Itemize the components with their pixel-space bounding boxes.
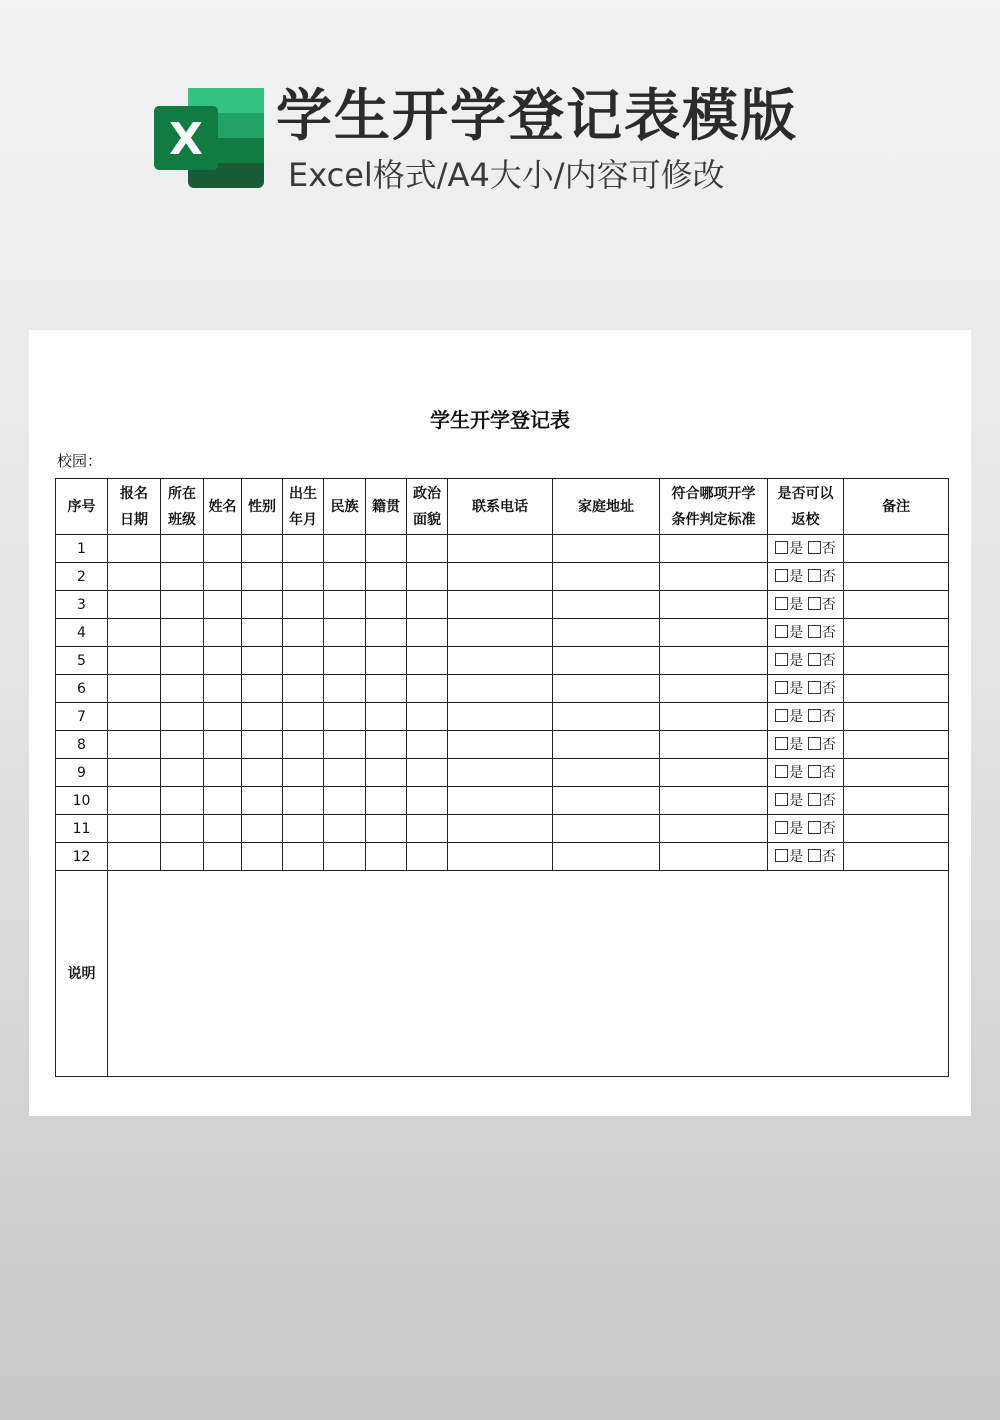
empty-cell[interactable] [448,563,553,591]
table-row [56,703,949,731]
empty-cell[interactable] [660,647,768,675]
empty-cell[interactable] [448,787,553,815]
empty-cell[interactable] [407,675,448,703]
empty-cell[interactable] [553,759,660,787]
yes-checkbox[interactable] [775,569,788,582]
empty-cell[interactable] [108,843,161,871]
yes-label: 是 [789,596,804,613]
no-checkbox[interactable] [808,597,821,610]
table-row [56,563,949,591]
header-line-1: 籍贯 [372,498,400,515]
no-checkbox[interactable] [808,709,821,722]
header-line-2: 日期 [120,511,148,528]
empty-cell[interactable] [108,815,161,843]
yes-label: 是 [789,540,804,557]
table-row [56,787,949,815]
empty-cell[interactable] [108,535,161,563]
yes-checkbox[interactable] [775,625,788,638]
empty-cell[interactable] [161,815,204,843]
yes-checkbox[interactable] [775,849,788,862]
table-header-row [56,479,949,535]
empty-cell[interactable] [242,703,283,731]
empty-cell[interactable] [366,619,407,647]
row-number: 4 [56,619,108,647]
empty-cell[interactable] [204,759,242,787]
header-line-1: 序号 [67,498,96,515]
empty-cell[interactable] [324,787,366,815]
table-row [56,535,949,563]
empty-cell[interactable] [108,703,161,731]
no-checkbox[interactable] [808,681,821,694]
empty-cell[interactable] [204,563,242,591]
no-checkbox[interactable] [808,625,821,638]
empty-cell[interactable] [660,563,768,591]
header-cell [407,479,448,535]
empty-cell[interactable] [204,843,242,871]
empty-cell[interactable] [108,787,161,815]
empty-cell[interactable] [242,647,283,675]
header-line-1: 性别 [248,498,276,515]
table-row [56,815,949,843]
empty-cell[interactable] [283,619,324,647]
empty-cell[interactable] [448,759,553,787]
return-choice-cell [768,703,844,731]
row-number: 12 [56,843,108,871]
empty-cell[interactable] [660,815,768,843]
empty-cell[interactable] [324,591,366,619]
empty-cell[interactable] [660,591,768,619]
empty-cell[interactable] [161,535,204,563]
empty-cell[interactable] [242,619,283,647]
table-row [56,591,949,619]
empty-cell[interactable] [553,675,660,703]
empty-cell[interactable] [407,563,448,591]
header-line-1: 联系电话 [472,498,528,515]
empty-cell[interactable] [366,535,407,563]
return-choice-cell [768,647,844,675]
header-line-1: 出生 [289,485,317,502]
empty-cell[interactable] [366,591,407,619]
yes-label: 是 [789,624,804,641]
empty-cell[interactable] [108,675,161,703]
empty-cell[interactable] [204,675,242,703]
empty-cell[interactable] [161,759,204,787]
no-label: 否 [821,624,836,641]
empty-cell[interactable] [660,731,768,759]
empty-cell[interactable] [660,619,768,647]
empty-cell[interactable] [553,787,660,815]
yes-label: 是 [789,568,804,585]
empty-cell[interactable] [407,787,448,815]
no-label: 否 [821,708,836,725]
header-cell [324,479,366,535]
return-choice-cell [768,563,844,591]
empty-cell[interactable] [242,787,283,815]
yes-label: 是 [789,708,804,725]
empty-cell[interactable] [204,703,242,731]
empty-cell[interactable] [407,843,448,871]
yes-checkbox[interactable] [775,737,788,750]
table-row [56,675,949,703]
return-choice-cell [768,759,844,787]
empty-cell[interactable] [108,759,161,787]
header-cell [660,479,768,535]
empty-cell[interactable] [324,815,366,843]
empty-cell[interactable] [204,619,242,647]
empty-cell[interactable] [844,731,949,759]
notes-row [56,871,949,1077]
yes-label: 是 [789,848,804,865]
empty-cell[interactable] [283,843,324,871]
header-line-1: 报名 [120,485,148,502]
empty-cell[interactable] [844,843,949,871]
empty-cell[interactable] [324,759,366,787]
empty-cell[interactable] [366,759,407,787]
header-cell [204,479,242,535]
empty-cell[interactable] [366,647,407,675]
yes-label: 是 [789,680,804,697]
row-number: 2 [56,563,108,591]
table-row [56,619,949,647]
return-choice-cell [768,619,844,647]
return-choice-cell [768,815,844,843]
no-checkbox[interactable] [808,737,821,750]
empty-cell[interactable] [204,647,242,675]
template-banner [0,0,1000,220]
header-line-1: 姓名 [208,498,237,515]
row-number: 10 [56,787,108,815]
banner-subtitle: Excel格式/A4大小/内容可修改 [288,156,725,194]
document-title: 学生开学登记表 [430,408,570,432]
empty-cell[interactable] [553,535,660,563]
header-cell [768,479,844,535]
empty-cell[interactable] [283,787,324,815]
table-row [56,731,949,759]
header-cell [108,479,161,535]
empty-cell[interactable] [448,535,553,563]
empty-cell[interactable] [407,703,448,731]
empty-cell[interactable] [324,843,366,871]
empty-cell[interactable] [161,843,204,871]
empty-cell[interactable] [366,815,407,843]
empty-cell[interactable] [553,591,660,619]
row-number: 5 [56,647,108,675]
empty-cell[interactable] [161,731,204,759]
header-cell [366,479,407,535]
empty-cell[interactable] [407,591,448,619]
header-line-1: 政治 [413,485,441,502]
no-label: 否 [821,848,836,865]
empty-cell[interactable] [844,787,949,815]
row-number: 11 [56,815,108,843]
empty-cell[interactable] [204,787,242,815]
yes-label: 是 [789,764,804,781]
empty-cell[interactable] [204,535,242,563]
document-page [29,330,971,1116]
empty-cell[interactable] [366,675,407,703]
yes-checkbox[interactable] [775,597,788,610]
header-cell [448,479,553,535]
empty-cell[interactable] [844,591,949,619]
yes-checkbox[interactable] [775,681,788,694]
no-label: 否 [821,568,836,585]
empty-cell[interactable] [366,843,407,871]
banner-title: 学生开学登记表模版 [276,84,798,149]
empty-cell[interactable] [844,759,949,787]
empty-cell[interactable] [242,563,283,591]
campus-label: 校园： [57,452,103,470]
yes-label: 是 [789,820,804,837]
no-label: 否 [821,652,836,669]
header-cell [56,479,108,535]
row-number: 3 [56,591,108,619]
empty-cell[interactable] [553,731,660,759]
empty-cell[interactable] [283,563,324,591]
no-checkbox[interactable] [808,653,821,666]
no-label: 否 [821,596,836,613]
empty-cell[interactable] [660,535,768,563]
empty-cell[interactable] [407,647,448,675]
header-line-2: 年月 [289,511,317,528]
empty-cell[interactable] [660,703,768,731]
empty-cell[interactable] [161,703,204,731]
empty-cell[interactable] [161,787,204,815]
empty-cell[interactable] [407,731,448,759]
empty-cell[interactable] [283,675,324,703]
empty-cell[interactable] [448,591,553,619]
empty-cell[interactable] [108,647,161,675]
empty-cell[interactable] [108,591,161,619]
empty-cell[interactable] [660,787,768,815]
empty-cell[interactable] [283,731,324,759]
notes-content[interactable] [108,871,949,1077]
empty-cell[interactable] [448,619,553,647]
empty-cell[interactable] [204,731,242,759]
empty-cell[interactable] [553,619,660,647]
empty-cell[interactable] [844,619,949,647]
no-checkbox[interactable] [808,793,821,806]
excel-icon [154,88,264,188]
empty-cell[interactable] [844,563,949,591]
empty-cell[interactable] [448,703,553,731]
empty-cell[interactable] [108,619,161,647]
empty-cell[interactable] [242,731,283,759]
row-number: 9 [56,759,108,787]
empty-cell[interactable] [553,843,660,871]
empty-cell[interactable] [844,535,949,563]
return-choice-cell [768,675,844,703]
header-line-2: 返校 [791,511,820,528]
header-cell [553,479,660,535]
no-label: 否 [821,792,836,809]
empty-cell[interactable] [242,759,283,787]
empty-cell[interactable] [324,535,366,563]
table-row [56,647,949,675]
empty-cell[interactable] [844,647,949,675]
no-checkbox[interactable] [808,821,821,834]
header-cell [161,479,204,535]
no-checkbox[interactable] [808,569,821,582]
empty-cell[interactable] [553,703,660,731]
header-line-2: 班级 [168,511,196,528]
yes-label: 是 [789,792,804,809]
header-line-1: 是否可以 [777,485,834,502]
no-label: 否 [821,820,836,837]
empty-cell[interactable] [161,563,204,591]
empty-cell[interactable] [283,535,324,563]
empty-cell[interactable] [242,843,283,871]
registration-table [55,478,949,1077]
empty-cell[interactable] [283,815,324,843]
return-choice-cell [768,787,844,815]
empty-cell[interactable] [108,563,161,591]
return-choice-cell [768,535,844,563]
empty-cell[interactable] [283,591,324,619]
header-line-1: 所在 [168,485,196,502]
empty-cell[interactable] [448,675,553,703]
header-line-1: 备注 [882,498,910,515]
empty-cell[interactable] [161,591,204,619]
empty-cell[interactable] [366,703,407,731]
header-line-1: 符合哪项开学 [671,485,756,502]
empty-cell[interactable] [407,815,448,843]
empty-cell[interactable] [844,815,949,843]
row-number: 1 [56,535,108,563]
empty-cell[interactable] [844,675,949,703]
empty-cell[interactable] [324,619,366,647]
empty-cell[interactable] [448,843,553,871]
empty-cell[interactable] [366,563,407,591]
return-choice-cell [768,731,844,759]
empty-cell[interactable] [242,591,283,619]
yes-checkbox[interactable] [775,653,788,666]
no-label: 否 [821,680,836,697]
empty-cell[interactable] [283,647,324,675]
header-cell [283,479,324,535]
empty-cell[interactable] [366,731,407,759]
empty-cell[interactable] [161,647,204,675]
header-line-2: 面貌 [413,511,441,528]
header-line-2: 条件判定标准 [671,511,756,528]
empty-cell[interactable] [844,703,949,731]
empty-cell[interactable] [324,731,366,759]
svg-text:X: X [169,114,203,165]
empty-cell[interactable] [242,815,283,843]
empty-cell[interactable] [324,675,366,703]
empty-cell[interactable] [283,759,324,787]
header-cell [242,479,283,535]
empty-cell[interactable] [553,647,660,675]
empty-cell[interactable] [407,759,448,787]
yes-label: 是 [789,652,804,669]
empty-cell[interactable] [324,563,366,591]
no-label: 否 [821,764,836,781]
yes-label: 是 [789,736,804,753]
table-row [56,759,949,787]
no-checkbox[interactable] [808,541,821,554]
no-checkbox[interactable] [808,765,821,778]
empty-cell[interactable] [660,759,768,787]
header-cell [844,479,949,535]
empty-cell[interactable] [161,619,204,647]
empty-cell[interactable] [324,703,366,731]
table-row [56,843,949,871]
yes-checkbox[interactable] [775,541,788,554]
empty-cell[interactable] [660,675,768,703]
empty-cell[interactable] [204,815,242,843]
empty-cell[interactable] [108,731,161,759]
row-number: 8 [56,731,108,759]
row-number: 6 [56,675,108,703]
yes-checkbox[interactable] [775,765,788,778]
header-line-1: 家庭地址 [578,498,634,515]
empty-cell[interactable] [448,731,553,759]
empty-cell[interactable] [324,647,366,675]
no-label: 否 [821,736,836,753]
return-choice-cell [768,591,844,619]
no-checkbox[interactable] [808,849,821,862]
empty-cell[interactable] [366,787,407,815]
empty-cell[interactable] [448,815,553,843]
empty-cell[interactable] [448,647,553,675]
empty-cell[interactable] [553,815,660,843]
header-line-1: 民族 [330,498,359,515]
empty-cell[interactable] [660,843,768,871]
empty-cell[interactable] [204,591,242,619]
empty-cell[interactable] [407,535,448,563]
empty-cell[interactable] [242,675,283,703]
no-label: 否 [821,540,836,557]
empty-cell[interactable] [161,675,204,703]
empty-cell[interactable] [283,703,324,731]
notes-label: 说明 [56,871,108,1077]
return-choice-cell [768,843,844,871]
yes-checkbox[interactable] [775,821,788,834]
empty-cell[interactable] [242,535,283,563]
yes-checkbox[interactable] [775,793,788,806]
empty-cell[interactable] [553,563,660,591]
yes-checkbox[interactable] [775,709,788,722]
empty-cell[interactable] [407,619,448,647]
row-number: 7 [56,703,108,731]
